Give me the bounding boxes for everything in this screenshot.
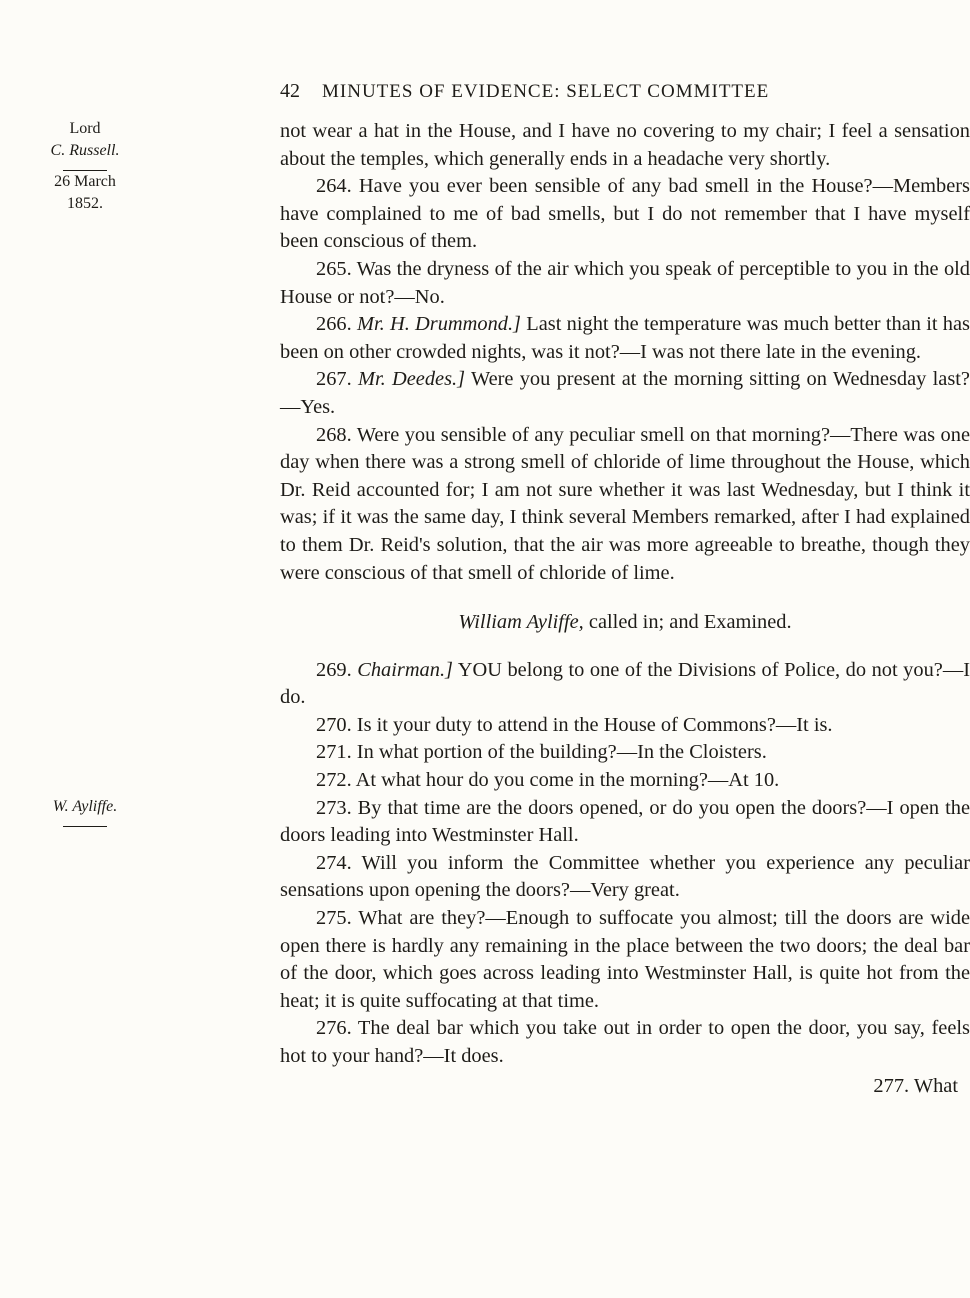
speaker: Mr. Deedes.] bbox=[357, 368, 466, 391]
paragraph: not wear a hat in the House, and I have no covering to my chair; I feel a sensation about the temples, which generally ends in a headache very shortly. bbox=[280, 120, 970, 170]
margin-title: Lord bbox=[69, 120, 101, 137]
question-text: Last night the temperature was much better than it has been on other crowded nights, was it not?—I was not there late in the evening. bbox=[280, 313, 970, 363]
paragraph: 264. Have you ever been sensible of any bad smell in the House?—Members have complained to me of bad smells, but I do not remember that I have myself been conscious of them. bbox=[280, 175, 970, 253]
paragraph: 273. By that time are the doors opened, or do you open the doors?—I open the doors leading into Westminster Hall. bbox=[280, 796, 970, 847]
catchword: 277. What bbox=[873, 1074, 958, 1097]
speaker: Mr. H. Drummond.] bbox=[356, 313, 521, 336]
running-header bbox=[280, 80, 840, 103]
question-number: 266. bbox=[316, 313, 352, 336]
question-text: YOU belong to one of the Divisions of Police, do not you?—I do. bbox=[280, 658, 970, 709]
margin-note-russell bbox=[40, 118, 130, 215]
running-title: MINUTES OF EVIDENCE: SELECT COMMITTEE bbox=[322, 81, 770, 102]
witness-name: William Ayliffe, bbox=[458, 611, 584, 634]
margin-witness-name: W. Ayliffe. bbox=[52, 798, 118, 815]
paragraph: 268. Were you sensible of any peculiar smell on that morning?—There was one day when there was a strong smell of chloride of lime throughout the House, which Dr. Reid accounted for; I am not sure whether it was last Wednesday, but I think it was; if it was the same day, I think several Members remarked, after I had explained to them Dr. Reid's solution, that the air was more agreeable to breathe, though they were conscious of that smell of chloride of lime. bbox=[280, 423, 970, 584]
paragraph: 265. Was the dryness of the air which you speak of perceptible to you in the old House or not?—No. bbox=[280, 257, 970, 308]
paragraph bbox=[280, 311, 970, 366]
paragraph: 271. In what portion of the building?—In the Cloisters. bbox=[316, 741, 767, 764]
witness-subheading bbox=[280, 609, 970, 637]
margin-year: 1852. bbox=[67, 195, 103, 212]
paragraph bbox=[280, 657, 970, 712]
margin-witness-name: C. Russell. bbox=[50, 142, 120, 159]
paragraph: 276. The deal bar which you take out in order to open the door, you say, feels hot to your hand?—It does. bbox=[280, 1017, 970, 1067]
speaker: Chairman.] bbox=[357, 658, 453, 681]
question-number: 269. bbox=[316, 658, 352, 681]
page-body bbox=[280, 118, 970, 1100]
paragraph: 275. What are they?—Enough to suffocate you almost; till the doors are wide open there is hardly any remaining in the place between the two doors; the deal bar of the door, which goes across leading into Westminster Hall, is quite hot from the heat; it is quite suffocating at that time. bbox=[280, 907, 970, 1012]
paragraph: 270. Is it your duty to attend in the House of Commons?—It is. bbox=[316, 713, 833, 736]
page-number: 42 bbox=[280, 80, 300, 102]
paragraph bbox=[280, 366, 970, 421]
margin-note-ayliffe bbox=[40, 796, 130, 827]
question-number: 267. bbox=[316, 368, 352, 391]
subheading-text: called in; and Examined. bbox=[588, 611, 792, 634]
paragraph: 272. At what hour do you come in the morning?—At 10. bbox=[316, 769, 780, 792]
margin-rule bbox=[63, 826, 107, 827]
question-text: Were you present at the morning sitting on Wednesday last?—Yes. bbox=[280, 368, 970, 418]
paragraph: 274. Will you inform the Committee whether you experience any peculiar sensations upon opening the doors?—Very great. bbox=[280, 851, 970, 902]
margin-date: 26 March bbox=[54, 173, 116, 190]
